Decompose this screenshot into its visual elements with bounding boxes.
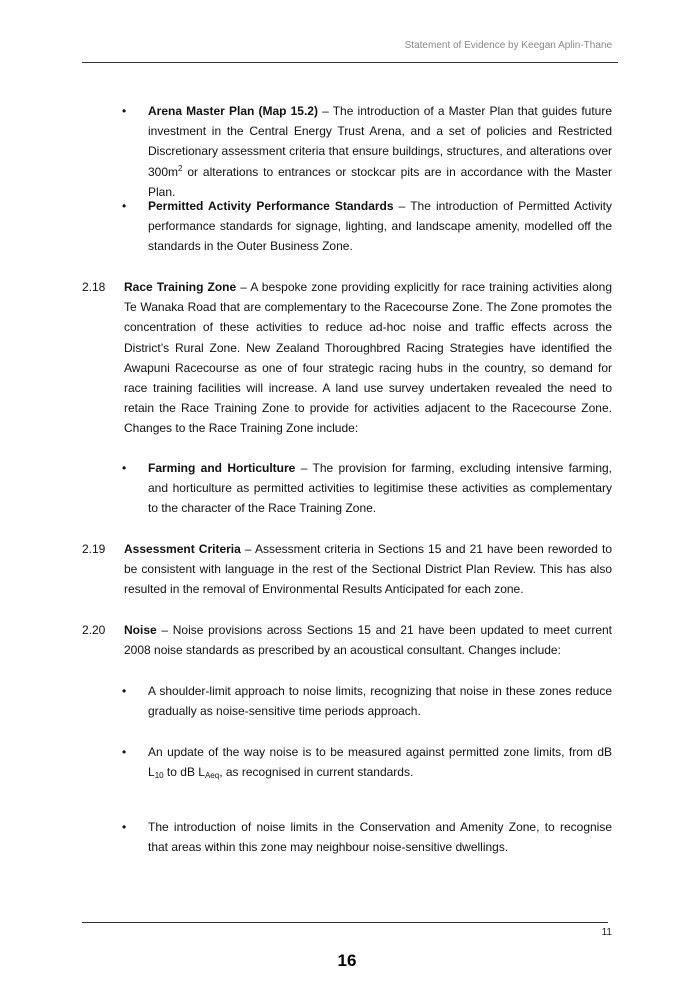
- bullet-text: An update of the way noise is to be measured against permitted zone limits, from dB L: [148, 745, 612, 780]
- bullet-text: to dB L: [163, 765, 205, 780]
- section-number: 2.18: [82, 280, 106, 294]
- footer-rule: [82, 922, 608, 923]
- bullet-noise-measurement: [148, 742, 612, 782]
- bullet-conservation-amenity: The introduction of noise limits in the Conservation and Amenity Zone, to recognise that areas within this zone may neighbour noise-sensitive dwellings.: [148, 820, 612, 855]
- section-paragraph-noise: [124, 620, 612, 660]
- subscript: 10: [154, 771, 164, 781]
- section-number: 2.20: [82, 623, 106, 637]
- subscript: Aeq: [204, 771, 220, 781]
- bullet-text: – The introduction of a Master Plan that guides future investment in the Central Energy Trust Arena, and a set of policies and Restricted Discretionary assessment criteria that ensure buildings, structures, and alterations over 300m: [148, 104, 612, 179]
- bullet-marker: •: [122, 684, 127, 698]
- bullet-shoulder-limit: A shoulder-limit approach to noise limits, recognizing that noise in these zones reduce gradually as noise-sensitive time periods approach.: [148, 684, 612, 719]
- bullet-permitted-activity: [148, 196, 612, 257]
- bullet-heading: Permitted Activity Performance Standards: [148, 199, 394, 213]
- section-text: – Noise provisions across Sections 15 and 21 have been updated to meet current 2008 noise standards as prescribed by an acoustical consultant. Changes include:: [124, 623, 612, 658]
- section-heading: Assessment Criteria: [124, 542, 241, 556]
- bullet-marker: •: [122, 745, 127, 759]
- bullet-text: – The introduction of Permitted Activity performance standards for signage, lighting, and landscape amenity, modelled off the standards in the Outer Business Zone.: [148, 199, 612, 254]
- header-rule: [82, 62, 618, 63]
- bullet-arena-master-plan: [148, 101, 612, 202]
- superscript: 2: [178, 163, 183, 173]
- bullet-marker: •: [122, 461, 127, 475]
- bullet-marker: •: [122, 820, 127, 834]
- section-heading: Noise: [124, 623, 157, 637]
- section-text: – A bespoke zone providing explicitly for race training activities along Te Wanaka Road that are complementary to the Racecourse Zone. The Zone promotes the concentration of these activities to reduce ad-hoc noise and traffic effects across the District’s Rural Zone. New Zealand Thoroughbred Racing Strategies have identified the Awapuni Racecourse as one of four strategic racing hubs in the country, so demand for race training facilities will increase. A land use survey undertaken revealed the need to retain the Race Training Zone to provide for activities adjacent to the Racecourse Zone. Changes to the Race Training Zone include:: [124, 280, 612, 436]
- bullet-text: , as recognised in current standards.: [219, 765, 414, 780]
- section-heading: Race Training Zone: [124, 280, 237, 294]
- bullet-farming-horticulture: [148, 458, 612, 519]
- bullet-text: – The provision for farming, excluding intensive farming, and horticulture as permitted activities to legitimise these activities as complementary to the character of the Race Training Zone.: [148, 461, 613, 516]
- bullet-text: or alterations to entrances or stockcar pits are in accordance with the Master Plan.: [148, 164, 612, 199]
- bullet-heading: Farming and Horticulture: [148, 461, 296, 475]
- bullet-marker: •: [122, 199, 127, 213]
- section-text: – Assessment criteria in Sections 15 and 21 have been reworded to be consistent with language in the rest of the Sectional District Plan Review. This has also resulted in the removal of Environmental Results Anticipated for each zone.: [124, 542, 612, 597]
- section-paragraph-race-training: [124, 277, 612, 439]
- bullet-marker: •: [122, 104, 127, 118]
- section-number: 2.19: [82, 542, 106, 556]
- page-stamp-number: 16: [337, 951, 357, 970]
- document-header: Statement of Evidence by Keegan Aplin-Thane: [404, 40, 612, 51]
- bullet-heading: Arena Master Plan (Map 15.2): [148, 104, 318, 118]
- page-number: 11: [601, 927, 612, 938]
- section-paragraph-assessment-criteria: [124, 539, 612, 600]
